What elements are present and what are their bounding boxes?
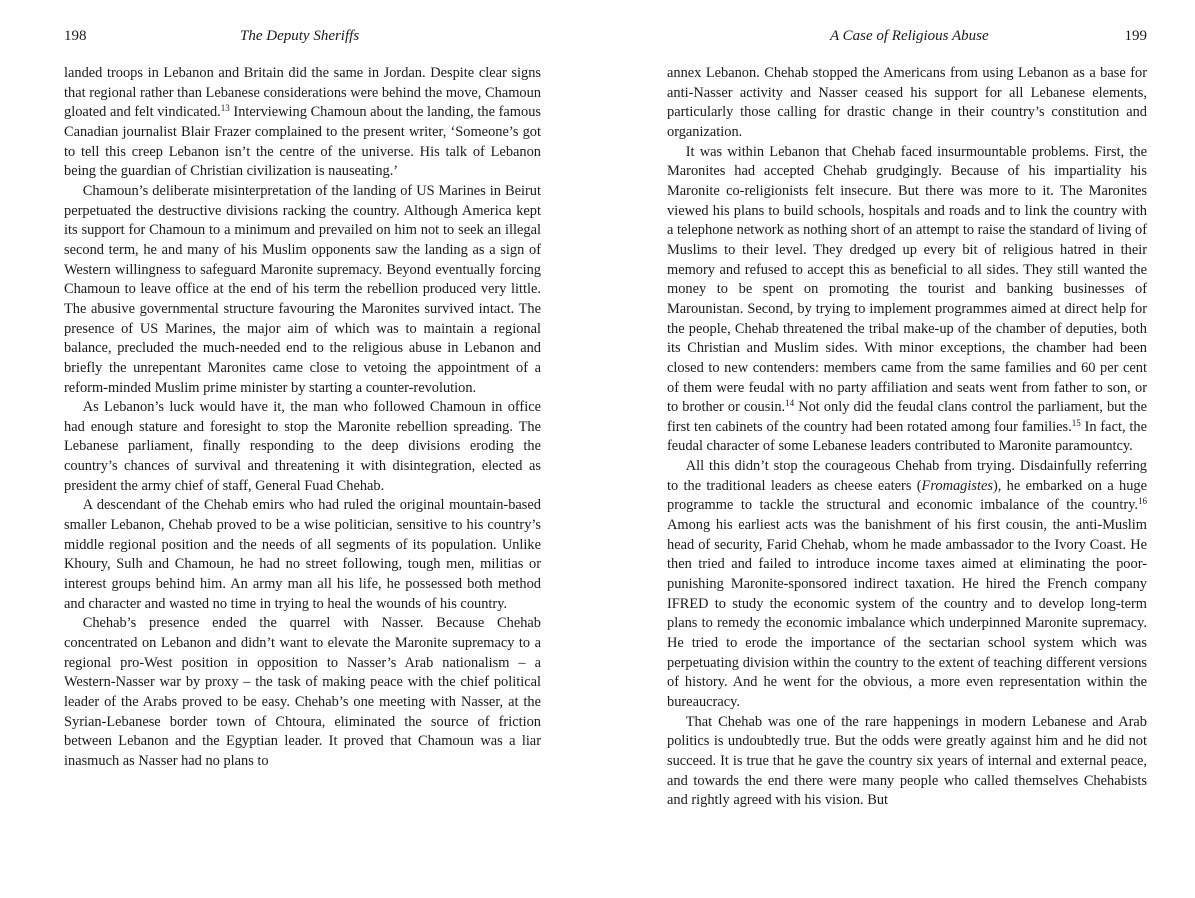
body-paragraph [64,182,541,398]
left-running-title: The Deputy Sheriffs [240,28,360,44]
body-paragraph [667,713,1147,811]
text-run: ), he embarked on a huge programme to tackle the structural and economic imbalance of the country. [667,477,1147,514]
body-paragraph [667,143,1147,458]
body-paragraph [64,64,541,182]
text-run: As Lebanon’s luck would have it, the man who followed Chamoun in office had enough stature and foresight to stop the Maronite rebellion spreading. The Lebanese parliament, finally responding to the deep divisions eroding the country’s chances of survival and threatening it with disintegration, elected as president the army chief of staff, General Fuad Chehab. [64,399,541,494]
footnote-ref: 14 [785,398,795,409]
footnote-ref: 13 [220,103,230,114]
body-paragraph [64,496,541,614]
left-body-text [64,64,541,772]
text-run: landed troops in Lebanon and Britain did the same in Jordan. Despite clear signs that regional rather than Lebanese considerations were behind the move, Chamoun gloated and felt vindicated. [64,65,541,121]
text-run: In fact, the feudal character of some Lebanese leaders contributed to Maronite paramountcy. [667,418,1147,455]
footnote-ref: 15 [1071,417,1081,428]
text-run: That Chehab was one of the rare happenings in modern Lebanese and Arab politics is undoubtedly true. But the odds were greatly against him and he did not succeed. It is true that he gave the country six years of internal and external peace, and towards the end there were many people who called themselves Chehabists and rightly agreed with his vision. But [667,713,1147,809]
text-run: Chamoun’s deliberate misinterpretation of the landing of US Marines in Beirut perpetuated the destructive divisions racking the country. Although America kept its support for Chamoun to a minimum and prevailed on him not to seek an illegal second term, he and many of his Muslim opponents saw the landing as a sign of Western willingness to safeguard Maronite supremacy. Beyond eventually forcing Chamoun to leave office at the end of his term the rebellion produced very little. The abusive governmental structure favouring the Maronites survived intact. The presence of US Marines, the major aim of which was to maintain a regional balance, precluded the much-needed end to the religious abuse in Lebanon and briefly the unrepentant Maronites came close to vetoing the appointment of a reform-minded Muslim prime minister by starting a counter-revolution. [64,182,541,396]
left-page [0,0,597,898]
text-run: Chehab’s presence ended the quarrel with Nasser. Because Chehab concentrated on Lebanon and didn’t want to elevate the Maronite supremacy to a regional pro-West position in opposition to Nasser’s Arab nationalism – a Western-Nasser war by proxy – the task of making peace with the chief political leader of the Arabs proved to be easy. Chehab’s one meeting with Nasser, at the Syrian-Lebanese border town of Chtoura, eliminated the source of friction between Lebanon and the Egyptian leader. It proved that Chamoun was a liar inasmuch as Nasser had no plans to [64,615,541,769]
right-page-number: 199 [1124,28,1147,44]
text-run: It was within Lebanon that Chehab faced insurmountable problems. First, the Maronites had accepted Chehab grudgingly. Because of his impartiality his Maronite co-religionists felt insecure. But there was more to it. The Maronites viewed his plans to build schools, hospitals and roads and to link the country with a telephone network as nothing short of an attempt to raise the standard of living of Muslims to their level. They dredged up every bit of religious hatred in their memory and refused to accept this as beneficial to all sides. They still wanted the money to be spent on promoting the tourist and banking businesses of Marounistan. Second, by trying to implement programmes aimed at direct help for the people, Chehab threatened the tribal make-up of the chamber of deputies, both its Christian and Muslim sides. With minor exceptions, the chamber had been closed to new contenders: members came from the same families and 60 per cent of them were feudal with no party affiliation and seats went from father to son, or to brother or cousin. [667,143,1147,416]
text-run: Among his earliest acts was the banishment of his first cousin, the anti-Muslim head of security, Farid Chehab, whom he made ambassador to the Ivory Coast. He then tried and failed to introduce income taxes aimed at eliminating the poor-punishing Maronite-sponsored indirect taxation. He hired the French company IFRED to study the economic system of the country and to develop long-term plans to remedy the economic imbalance which underpinned Maronite supremacy. He tried to erode the importance of the sectarian school system which was perpetuating division within the country to the extent of teaching different versions of history. And he went for the obvious, a more even representation within the bureaucracy. [667,517,1147,710]
left-page-number: 198 [64,28,87,44]
text-run: All this didn’t stop the courageous Chehab from trying. Disdainfully referring to the traditional leaders as cheese eaters ( [667,458,1147,494]
italic-text: Fromagistes [921,477,993,494]
text-run: annex Lebanon. Chehab stopped the Americans from using Lebanon as a base for anti-Nasser activity and Nasser ceased his support for all Lebanese elements, particularly those calling for drastic change in their country’s constitution and organization. [667,65,1147,140]
text-run: Not only did the feudal clans control the parliament, but the first ten cabinets of the country had been rotated among four families. [667,399,1147,435]
body-paragraph [64,614,541,771]
footnote-ref: 16 [1138,496,1147,507]
right-body-text [667,64,1147,811]
right-running-title: A Case of Religious Abuse [830,28,989,44]
body-paragraph [667,457,1147,713]
right-page [597,0,1195,898]
text-run: A descendant of the Chehab emirs who had ruled the original mountain-based smaller Lebanon, Chehab proved to be a wise politician, sensitive to his country’s middle regional position and the needs of all segments of its population. Unlike Khoury, Sulh and Chamoun, he had no street following, tough men, militias or interest groups behind him. An army man all his life, he possessed both method and character and wasted no time in trying to heal the wounds of his country. [64,497,541,612]
text-run: Interviewing Chamoun about the landing, the famous Canadian journalist Blair Frazer complained to the present writer, ‘Someone’s got to tell this creep Lebanon isn’t the centre of the universe. His talk of Lebanon being the guardian of Christian civilization is nauseating.’ [64,104,541,180]
body-paragraph [64,398,541,496]
body-paragraph [667,64,1147,143]
